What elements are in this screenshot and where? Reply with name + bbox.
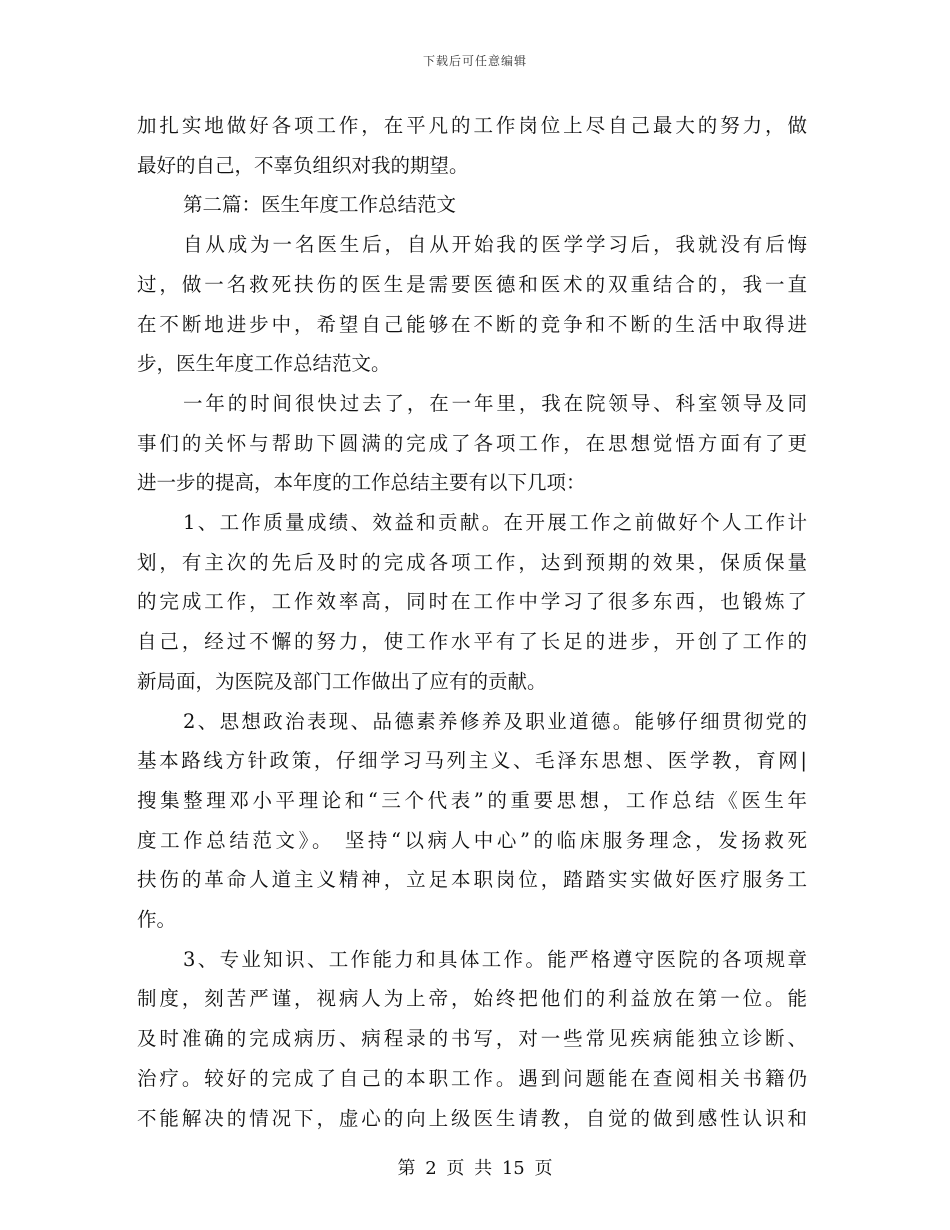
text-line: 作。: [137, 908, 177, 932]
text-line: 过，做一名救死扶伤的医生是需要医德和医术的双重结合的，我一直: [137, 272, 807, 296]
text-line: 进一步的提高，本年度的工作总结主要有以下几项：: [137, 471, 586, 495]
text-line: 不能解决的情况下，虚心的向上级医生请教，自觉的做到感性认识和: [137, 1106, 807, 1130]
text-line: 治疗。较好的完成了自己的本职工作。遇到问题能在查阅相关书籍仍: [137, 1066, 807, 1090]
text-line: 最好的自己，不辜负组织对我的期望。: [137, 153, 469, 177]
text-line: 3、专业知识、工作能力和具体工作。能严格遵守医院的各项规章: [183, 947, 807, 971]
text-line: 在不断地进步中，希望自己能够在不断的竞争和不断的生活中取得进: [137, 312, 807, 336]
text-line: 步，医生年度工作总结范文。: [137, 352, 391, 376]
page-number: 第 2 页 共 15 页: [397, 1158, 553, 1179]
text-line: 2、思想政治表现、品德素养修养及职业道德。能够仔细贯彻党的: [183, 709, 807, 733]
text-line: 扶伤的革命人道主义精神，立足本职岗位，踏踏实实做好医疗服务工: [137, 868, 807, 892]
text-line: 自己，经过不懈的努力，使工作水平有了长足的进步，开创了工作的: [137, 630, 807, 654]
text-line: 度工作总结范文》。 坚持“以病人中心”的临床服务理念，发扬救死: [137, 828, 807, 852]
page-header-note: 下载后可任意编辑: [422, 54, 527, 68]
text-line: 基本路线方针政策，仔细学习马列主义、毛泽东思想、医学教，育网|: [137, 749, 807, 773]
text-line: 及时准确的完成病历、病程录的书写，对一些常见疾病能独立诊断、: [137, 1027, 807, 1051]
text-line: 的完成工作，工作效率高，同时在工作中学习了很多东西，也锻炼了: [137, 590, 807, 614]
text-line: 搜集整理邓小平理论和“三个代表”的重要思想，工作总结《医生年: [137, 788, 807, 812]
text-line: 事们的关怀与帮助下圆满的完成了各项工作，在思想觉悟方面有了更: [137, 431, 807, 455]
text-line: 新局面，为医院及部门工作做出了应有的贡献。: [137, 669, 547, 693]
text-line: 制度，刻苦严谨，视病人为上帝，始终把他们的利益放在第一位。能: [137, 987, 807, 1011]
text-line: 加扎实地做好各项工作，在平凡的工作岗位上尽自己最大的努力，做: [137, 114, 807, 137]
text-line: 划，有主次的先后及时的完成各项工作，达到预期的效果，保质保量: [137, 550, 807, 574]
section-title: 第二篇：医生年度工作总结范文: [183, 193, 457, 217]
text-line: 自从成为一名医生后，自从开始我的医学学习后，我就没有后悔: [183, 233, 807, 257]
text-line: 1、工作质量成绩、效益和贡献。在开展工作之前做好个人工作计: [183, 511, 807, 535]
text-line: 一年的时间很快过去了，在一年里，我在院领导、科室领导及同: [183, 391, 807, 415]
document-body: [137, 106, 807, 1138]
